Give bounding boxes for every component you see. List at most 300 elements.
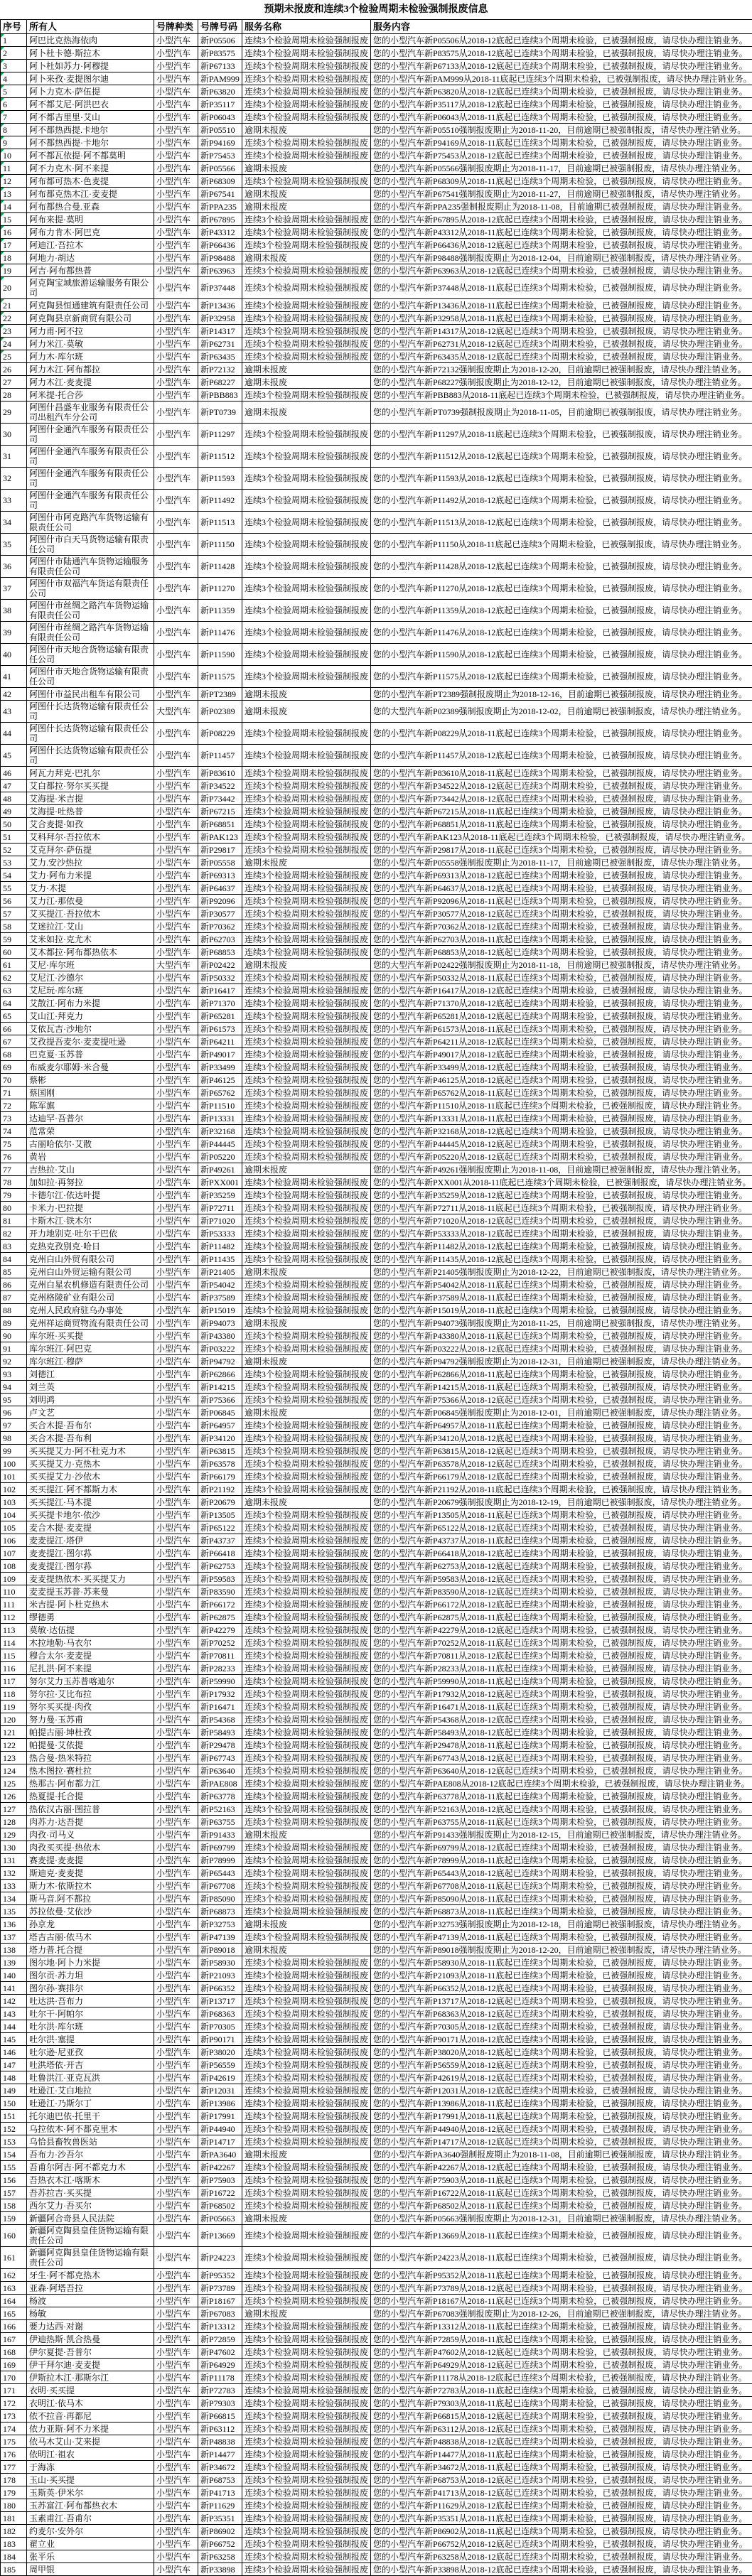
cell-plate-type: 小型汽车 <box>154 907 198 920</box>
cell-plate-number: 新P68753 <box>198 2474 242 2486</box>
table-row <box>1 1905 752 1918</box>
cell-service-content: 您的小型汽车新P66418从2018-12底起已连续3个周期未检验，已被强制报废，请尽快办理注销业务。 <box>371 1547 752 1560</box>
cell-service-content: 您的小型汽车新P14317从2018-12底起已连续3个周期未检验，已被强制报废，请尽快办理注销业务。 <box>371 325 752 338</box>
table-row <box>1 1534 752 1547</box>
cell-plate-number: 新P33499 <box>198 1061 242 1074</box>
table-row <box>1 1688 752 1701</box>
cell-service-content: 您的小型汽车新P73442从2018-12底起已连续3个周期未检验，已被强制报废，请尽快办理注销业务。 <box>371 792 752 805</box>
cell-service-content: 您的小型汽车新P05663强制报废期止为2018-12-31，目前逾期已被强制报废，请尽快办理注销业务。 <box>371 2212 752 2225</box>
cell-service-name: 连续3个检验周期未检验强制报废 <box>242 2187 371 2199</box>
table-row <box>1 1637 752 1649</box>
cell-plate-type: 小型汽车 <box>154 468 198 490</box>
cell-service-content: 您的小型汽车新P62703从2018-11底起已连续3个周期未检验，已被强制报废，请尽快办理注销业务。 <box>371 933 752 946</box>
cell-service-content: 您的小型汽车新P44940从2018-12底起已连续3个周期未检验，已被强制报废，请尽快办理注销业务。 <box>371 2123 752 2135</box>
cell-plate-number: 新P14477 <box>198 2448 242 2461</box>
cell-owner: 艾科拜尔·吾拉依木 <box>27 831 154 844</box>
cell-owner: 艾力·木提 <box>27 882 154 895</box>
table-row <box>1 312 752 325</box>
cell-plate-number: 新P72859 <box>198 2333 242 2346</box>
cell-service-content: 您的小型汽车新P67895从2018-12底起已连续3个周期未检验，已被强制报废，请尽快办理注销业务。 <box>371 213 752 226</box>
cell-plate-type: 小型汽车 <box>154 818 198 831</box>
cell-service-name: 连续3个检验周期未检验强制报废 <box>242 389 371 402</box>
table-row <box>1 2174 752 2187</box>
cell-service-name: 连续3个检验周期未检验强制报废 <box>242 277 371 299</box>
cell-plate-number: 新P63640 <box>198 1764 242 1777</box>
cell-plate-number: 新P56559 <box>198 2059 242 2071</box>
cell-service-content: 您的小型汽车新P11590从2018-12底起已连续3个周期未检验，已被强制报废，请尽快办理注销业务。 <box>371 644 752 666</box>
cell-owner: 艾尼·库尔班 <box>27 959 154 971</box>
cell-index: 105 <box>1 1521 27 1534</box>
cell-service-content: 您的小型汽车新P64211从2018-12底起已连续3个周期未检验，已被强制报废，请尽快办理注销业务。 <box>371 1035 752 1048</box>
cell-owner: 阿米提·托合莎 <box>27 389 154 402</box>
cell-plate-number: 新PT2389 <box>198 688 242 701</box>
cell-service-name: 连续3个检验周期未检验强制报废 <box>242 136 371 149</box>
cell-service-name: 连续3个检验周期未检验强制报废 <box>242 2550 371 2563</box>
cell-index: 81 <box>1 1214 27 1227</box>
cell-plate-type: 小型汽车 <box>154 869 198 882</box>
cell-service-name: 连续3个检验周期未检验强制报废 <box>242 2320 371 2333</box>
cell-owner: 依不拉音·再都尼 <box>27 2410 154 2423</box>
cell-index: 147 <box>1 2059 27 2071</box>
cell-plate-number: 新P48838 <box>198 2435 242 2448</box>
cell-service-content: 您的小型汽车新P62731从2018-12底起已连续3个周期未检验，已被强制报废，请尽快办理注销业务。 <box>371 338 752 350</box>
cell-service-name: 连续3个检验周期未检验强制报废 <box>242 971 371 984</box>
cell-index: 70 <box>1 1074 27 1087</box>
cell-service-name: 连续3个检验周期未检验强制报废 <box>242 2410 371 2423</box>
cell-service-name: 连续3个检验周期未检验强制报废 <box>242 299 371 312</box>
cell-service-name: 逾期未报废 <box>242 1944 371 1956</box>
cell-service-name: 连续3个检验周期未检验强制报废 <box>242 2247 371 2269</box>
cell-index: 58 <box>1 920 27 933</box>
cell-index: 179 <box>1 2486 27 2499</box>
cell-service-name: 连续3个检验周期未检验强制报废 <box>242 1394 371 1406</box>
cell-owner: 吉热拉·艾山 <box>27 1163 154 1176</box>
cell-service-name: 连续3个检验周期未检验强制报废 <box>242 111 371 124</box>
cell-plate-type: 小型汽车 <box>154 1317 198 1330</box>
table-row <box>1 175 752 188</box>
cell-plate-type: 小型汽车 <box>154 2384 198 2397</box>
cell-index: 49 <box>1 805 27 818</box>
cell-owner: 买买提艾力·克热木 <box>27 1457 154 1470</box>
header-row <box>1 20 752 34</box>
cell-plate-number: 新P37448 <box>198 277 242 299</box>
cell-owner: 孙京龙 <box>27 1918 154 1931</box>
cell-service-name: 连续3个检验周期未检验强制报废 <box>242 2135 371 2148</box>
cell-service-content: 您的小型汽车新P43380从2018-11底起已连续3个周期未检验，已被强制报废，请尽快办理注销业务。 <box>371 1330 752 1342</box>
cell-index: 166 <box>1 2320 27 2333</box>
cell-plate-type: 小型汽车 <box>154 1074 198 1087</box>
cell-owner: 阿图什市双福汽车货运有限责任公司 <box>27 578 154 600</box>
cell-service-content: 您的小型汽车新P20679强制报废期止为2018-12-19，目前逾期已被强制报废，请尽快办理注销业务。 <box>371 1496 752 1509</box>
cell-service-content: 您的小型汽车新P59583从2018-12底起已连续3个周期未检验，已被强制报废，请尽快办理注销业务。 <box>371 1573 752 1585</box>
cell-service-content: 您的小型汽车新P62866从2018-11底起已连续3个周期未检验，已被强制报废，请尽快办理注销业务。 <box>371 1368 752 1381</box>
cell-service-name: 连续3个检验周期未检验强制报废 <box>242 1432 371 1445</box>
cell-service-content: 您的小型汽车新P13436从2018-11底起已连续3个周期未检验，已被强制报废，请尽快办理注销业务。 <box>371 299 752 312</box>
cell-service-content: 您的小型汽车新P16722从2018-11底起已连续3个周期未检验，已被强制报废，请尽快办理注销业务。 <box>371 2187 752 2199</box>
cell-plate-number: 新P52163 <box>198 1803 242 1816</box>
cell-plate-number: 新P65281 <box>198 1010 242 1023</box>
cell-owner: 买买提江·阿不都斯力木 <box>27 1483 154 1496</box>
table-row <box>1 1381 752 1394</box>
cell-plate-number: 新P11150 <box>198 534 242 556</box>
cell-service-content: 您的大型汽车新P02389强制报废期止为2018-12-02，目前逾期已被强制报废，请尽快办理注销业务。 <box>371 701 752 723</box>
cell-service-name: 逾期未报废 <box>242 1163 371 1176</box>
cell-owner: 艾白都拉·努尔买买提 <box>27 780 154 792</box>
cell-owner: 缪德勇 <box>27 1611 154 1624</box>
cell-service-content: 您的小型汽车新P11513从2018-12底起已连续3个周期未检验，已被强制报废，请尽快办理注销业务。 <box>371 512 752 534</box>
cell-service-name: 连续3个检验周期未检验强制报废 <box>242 60 371 72</box>
cell-index: 51 <box>1 831 27 844</box>
table-row <box>1 2071 752 2084</box>
cell-service-name: 逾期未报废 <box>242 402 371 424</box>
cell-service-content: 您的小型汽车新P65122从2018-12底起已连续3个周期未检验，已被强制报废，请尽快办理注销业务。 <box>371 1521 752 1534</box>
cell-owner: 阿地力·胡达 <box>27 252 154 264</box>
cell-plate-type: 小型汽车 <box>154 363 198 376</box>
cell-service-content: 您的小型汽车新P67083强制报废期止为2018-12-26，目前逾期已被强制报废，请尽快办理注销业务。 <box>371 2307 752 2320</box>
cell-plate-number: 新P83610 <box>198 767 242 780</box>
cell-index: 106 <box>1 1534 27 1547</box>
cell-index: 121 <box>1 1726 27 1739</box>
cell-index: 87 <box>1 1291 27 1304</box>
table-row <box>1 1560 752 1573</box>
cell-service-content: 您的小型汽车新P67743从2018-12底起已连续3个周期未检验，已被强制报废，请尽快办理注销业务。 <box>371 1752 752 1764</box>
cell-index: 75 <box>1 1138 27 1150</box>
cell-plate-number: 新P11629 <box>198 2499 242 2512</box>
cell-plate-number: 新P18167 <box>198 2295 242 2307</box>
cell-index: 24 <box>1 338 27 350</box>
cell-plate-type: 小型汽车 <box>154 2282 198 2295</box>
cell-plate-number: 新P70252 <box>198 1637 242 1649</box>
cell-index: 67 <box>1 1035 27 1048</box>
green-corner-marker <box>1 226 4 230</box>
header-plate-type: 号牌种类 <box>154 20 198 34</box>
cell-service-content: 您的小型汽车新P35117从2018-12底起已连续3个周期未检验，已被强制报废，请尽快办理注销业务。 <box>371 98 752 111</box>
cell-owner: 阿图什市丝绸之路汽车货物运输有限责任公司 <box>27 622 154 644</box>
cell-index: 69 <box>1 1061 27 1074</box>
cell-index: 59 <box>1 933 27 946</box>
cell-service-name: 连续3个检验周期未检验强制报废 <box>242 1061 371 1074</box>
cell-index: 184 <box>1 2550 27 2563</box>
cell-service-content: 您的小型汽车新P63778从2018-11底起已连续3个周期未检验，已被强制报废，请尽快办理注销业务。 <box>371 1790 752 1803</box>
cell-plate-number: 新P42279 <box>198 1624 242 1637</box>
table-row <box>1 111 752 124</box>
cell-plate-type: 小型汽车 <box>154 997 198 1010</box>
cell-service-name: 连续3个检验周期未检验强制报废 <box>242 882 371 895</box>
cell-service-name: 连续3个检验周期未检验强制报废 <box>242 1457 371 1470</box>
cell-plate-number: 新P20679 <box>198 1496 242 1509</box>
cell-plate-number: 新P13717 <box>198 1995 242 2008</box>
cell-service-content: 您的小型汽车新P43737从2018-11底起已连续3个周期未检验，已被强制报废，请尽快办理注销业务。 <box>371 1534 752 1547</box>
cell-service-name: 连续3个检验周期未检验强制报废 <box>242 2423 371 2435</box>
cell-owner: 阿瓦力拜克·巴扎尔 <box>27 767 154 780</box>
cell-owner: 玉山·买买提 <box>27 2474 154 2486</box>
table-row <box>1 162 752 175</box>
cell-plate-type: 小型汽车 <box>154 2059 198 2071</box>
cell-index: 90 <box>1 1330 27 1342</box>
cell-owner: 艾克拜尔·萨伍提 <box>27 844 154 856</box>
cell-owner: 艾米如拉·克尤木 <box>27 933 154 946</box>
cell-service-content: 您的小型汽车新P11476从2018-12底起已连续3个周期未检验，已被强制报废，请尽快办理注销业务。 <box>371 622 752 644</box>
cell-index: 168 <box>1 2346 27 2359</box>
cell-index: 4 <box>1 72 27 85</box>
cell-service-name: 连续3个检验周期未检验强制报废 <box>242 2020 371 2033</box>
cell-plate-number: 新P13312 <box>198 2320 242 2333</box>
table-row <box>1 1125 752 1138</box>
cell-plate-type: 小型汽车 <box>154 1624 198 1637</box>
table-row <box>1 1150 752 1163</box>
cell-plate-type: 小型汽车 <box>154 2346 198 2359</box>
cell-service-name: 连续3个检验周期未检验强制报废 <box>242 2499 371 2512</box>
cell-service-name: 逾期未报废 <box>242 200 371 213</box>
cell-index: 53 <box>1 856 27 869</box>
table-row <box>1 1227 752 1240</box>
cell-service-content: 您的小型汽车新P91433强制报废期止为2018-12-15，目前逾期已被强制报废，请尽快办理注销业务。 <box>371 1828 752 1841</box>
cell-plate-number: 新P72711 <box>198 1202 242 1214</box>
table-row <box>1 277 752 299</box>
table-row <box>1 2161 752 2174</box>
cell-index: 91 <box>1 1342 27 1355</box>
cell-owner: 乌拉依木·阿不都克里木 <box>27 2123 154 2135</box>
cell-owner: 热夏提·托合提 <box>27 1790 154 1803</box>
cell-service-content: 您的小型汽车新P21405强制报废期止为2018-12-22，目前逾期已被强制报废，请尽快办理注销业务。 <box>371 1266 752 1278</box>
table-row <box>1 907 752 920</box>
cell-plate-type: 小型汽车 <box>154 1138 198 1150</box>
table-row <box>1 578 752 600</box>
cell-service-content: 您的小型汽车新P11178从2018-12底起已连续3个周期未检验，已被强制报废，请尽快办理注销业务。 <box>371 2371 752 2384</box>
cell-owner: 吐达洪·吾布力 <box>27 1995 154 2008</box>
cell-plate-number: 新P59990 <box>198 1675 242 1688</box>
cell-plate-type: 小型汽车 <box>154 844 198 856</box>
cell-owner: 阿巴比克热海依肉 <box>27 34 154 47</box>
cell-plate-number: 新P28233 <box>198 1662 242 1675</box>
cell-plate-type: 小型汽车 <box>154 1892 198 1905</box>
cell-plate-number: 新P21192 <box>198 1483 242 1496</box>
cell-owner: 依明江·祖农 <box>27 2448 154 2461</box>
cell-plate-type: 小型汽车 <box>154 2199 198 2212</box>
cell-owner: 依力亚斯·阿不力米提 <box>27 2423 154 2435</box>
cell-service-content: 您的小型汽车新P11510从2018-11底起已连续3个周期未检验，已被强制报废，请尽快办理注销业务。 <box>371 1099 752 1112</box>
cell-index: 74 <box>1 1125 27 1138</box>
cell-index: 172 <box>1 2397 27 2410</box>
cell-service-name: 连续3个检验周期未检验强制报废 <box>242 997 371 1010</box>
table-row <box>1 1752 752 1764</box>
cell-plate-type: 小型汽车 <box>154 2247 198 2269</box>
cell-plate-type: 小型汽车 <box>154 1573 198 1585</box>
cell-plate-number: 新P02389 <box>198 701 242 723</box>
cell-index: 181 <box>1 2512 27 2525</box>
cell-plate-type: 小型汽车 <box>154 1368 198 1381</box>
cell-owner: 艾海提·吐热普 <box>27 805 154 818</box>
cell-plate-type: 小型汽车 <box>154 688 198 701</box>
cell-plate-type: 小型汽车 <box>154 149 198 162</box>
table-row <box>1 600 752 622</box>
cell-index: 161 <box>1 2247 27 2269</box>
cell-index: 148 <box>1 2071 27 2084</box>
cell-service-content: 您的小型汽车新P68309从2018-11底起已连续3个周期未检验，已被强制报废，请尽快办理注销业务。 <box>371 175 752 188</box>
table-row <box>1 512 752 534</box>
cell-service-name: 连续3个检验周期未检验强制报废 <box>242 2123 371 2135</box>
cell-owner: 艾海提·米吉提 <box>27 792 154 805</box>
cell-index: 113 <box>1 1624 27 1637</box>
cell-owner: 阿图什市天地合货物运输有限责任公司 <box>27 666 154 688</box>
cell-service-content: 您的小型汽车新P33499从2018-12底起已连续3个周期未检验，已被强制报废，请尽快办理注销业务。 <box>371 1061 752 1074</box>
cell-service-name: 连续3个检验周期未检验强制报废 <box>242 1585 371 1598</box>
cell-owner: 帕提古丽·坤杜孜 <box>27 1726 154 1739</box>
cell-index: 163 <box>1 2282 27 2295</box>
cell-index: 120 <box>1 1713 27 1726</box>
cell-owner: 阿卜杜如苏力·阿穆提 <box>27 60 154 72</box>
cell-service-content: 您的小型汽车新P56559从2018-12底起已连续3个周期未检验，已被强制报废，请尽快办理注销业务。 <box>371 2059 752 2071</box>
cell-owner: 阿吉·阿布都热普 <box>27 264 154 277</box>
cell-service-content: 您的小型汽车新P05558强制报废期止为2018-11-17，目前逾期已被强制报废，请尽快办理注销业务。 <box>371 856 752 869</box>
table-row <box>1 299 752 312</box>
cell-service-name: 连续3个检验周期未检验强制报废 <box>242 213 371 226</box>
cell-plate-number: 新P63258 <box>198 2550 242 2563</box>
cell-index: 185 <box>1 2563 27 2576</box>
cell-service-name: 连续3个检验周期未检验强制报废 <box>242 1624 371 1637</box>
cell-owner: 托尔迪巴依·托里干 <box>27 2110 154 2123</box>
cell-plate-type: 小型汽车 <box>154 1547 198 1560</box>
cell-plate-type: 小型汽车 <box>154 175 198 188</box>
cell-index: 12 <box>1 175 27 188</box>
cell-service-content: 您的小型汽车新P68227强制报废期止为2018-12-12，目前逾期已被强制报废，请尽快办理注销业务。 <box>371 376 752 389</box>
cell-service-content: 您的小型汽车新P03222从2018-12底起已连续3个周期未检验，已被强制报废，请尽快办理注销业务。 <box>371 1342 752 1355</box>
cell-owner: 阿力木江·阿布都拉 <box>27 363 154 376</box>
table-row <box>1 2199 752 2212</box>
table-row <box>1 1368 752 1381</box>
cell-service-content: 您的小型汽车新P68851从2018-11底起已连续3个周期未检验，已被强制报废，请尽快办理注销业务。 <box>371 818 752 831</box>
table-row <box>1 933 752 946</box>
cell-service-content: 您的小型汽车新P65281从2018-12底起已连续3个周期未检验，已被强制报废，请尽快办理注销业务。 <box>371 1010 752 1023</box>
cell-index: 153 <box>1 2135 27 2148</box>
cell-plate-number: 新P46125 <box>198 1074 242 1087</box>
cell-plate-type: 小型汽车 <box>154 512 198 534</box>
cell-plate-type: 小型汽车 <box>154 831 198 844</box>
cell-index: 137 <box>1 1931 27 1944</box>
cell-plate-number: 新P67743 <box>198 1752 242 1764</box>
cell-owner: 赛麦提·麦麦提 <box>27 1854 154 1867</box>
cell-plate-number: 新P05663 <box>198 2212 242 2225</box>
cell-plate-type: 小型汽车 <box>154 600 198 622</box>
cell-index: 173 <box>1 2410 27 2423</box>
cell-service-name: 连续3个检验周期未检验强制报废 <box>242 1227 371 1240</box>
cell-plate-number: 新P11359 <box>198 600 242 622</box>
cell-service-name: 连续3个检验周期未检验强制报废 <box>242 1803 371 1816</box>
cell-index: 28 <box>1 389 27 402</box>
green-corner-marker <box>1 325 4 328</box>
cell-owner: 帕提曼·艾依提 <box>27 1739 154 1752</box>
table-row <box>1 2371 752 2384</box>
cell-service-name: 连续3个检验周期未检验强制报废 <box>242 2071 371 2084</box>
cell-service-name: 连续3个检验周期未检验强制报废 <box>242 1764 371 1777</box>
cell-owner: 肉孜买买提·热依木 <box>27 1841 154 1854</box>
cell-service-content: 您的小型汽车新P29478从2018-11底起已连续3个周期未检验，已被强制报废，请尽快办理注销业务。 <box>371 1739 752 1752</box>
green-corner-marker <box>1 47 4 50</box>
cell-plate-type: 小型汽车 <box>154 882 198 895</box>
cell-service-name: 连续3个检验周期未检验强制报废 <box>242 1483 371 1496</box>
cell-service-content: 您的小型汽车新P32958从2018-11底起已连续3个周期未检验，已被强制报废，请尽快办理注销业务。 <box>371 312 752 325</box>
cell-index: 159 <box>1 2212 27 2225</box>
cell-index: 25 <box>1 350 27 363</box>
table-row <box>1 2097 752 2110</box>
cell-plate-number: 新P66352 <box>198 1982 242 1995</box>
cell-index: 124 <box>1 1764 27 1777</box>
table-row <box>1 2282 752 2295</box>
table-row <box>1 1867 752 1880</box>
cell-service-name: 连续3个检验周期未检验强制报废 <box>242 2346 371 2359</box>
table-row <box>1 1918 752 1931</box>
cell-plate-type: 小型汽车 <box>154 1918 198 1931</box>
cell-service-name: 连续3个检验周期未检验强制报废 <box>242 338 371 350</box>
cell-service-content: 您的小型汽车新P83590从2018-12底起已连续3个周期未检验，已被强制报废，请尽快办理注销业务。 <box>371 1585 752 1598</box>
cell-service-content: 您的小型汽车新PT2389强制报废期止为2018-12-16，目前逾期已被强制报废，请尽快办理注销业务。 <box>371 688 752 701</box>
cell-owner: 艾尼江·沙德尔 <box>27 971 154 984</box>
cell-plate-type: 小型汽车 <box>154 1112 198 1125</box>
cell-plate-number: 新P67895 <box>198 213 242 226</box>
table-row <box>1 490 752 512</box>
cell-index: 63 <box>1 984 27 997</box>
table-row <box>1 1253 752 1266</box>
cell-plate-type: 小型汽车 <box>154 1048 198 1061</box>
cell-owner: 阿图什市天地合货物运输有限责任公司 <box>27 644 154 666</box>
table-row <box>1 2148 752 2161</box>
cell-plate-type: 小型汽车 <box>154 2423 198 2435</box>
cell-service-name: 逾期未报废 <box>242 162 371 175</box>
cell-service-name: 连续3个检验周期未检验强制报废 <box>242 264 371 277</box>
cell-index: 107 <box>1 1547 27 1560</box>
cell-service-content: 您的小型汽车新P95352从2018-11底起已连续3个周期未检验，已被强制报废，请尽快办理注销业务。 <box>371 2269 752 2282</box>
cell-owner: 克州白山外贸有限公司 <box>27 1253 154 1266</box>
cell-index: 76 <box>1 1150 27 1163</box>
table-row <box>1 1035 752 1048</box>
cell-plate-type: 小型汽车 <box>154 1330 198 1342</box>
cell-service-name: 连续3个检验周期未检验强制报废 <box>242 1202 371 1214</box>
cell-plate-type: 小型汽车 <box>154 490 198 512</box>
cell-service-name: 连续3个检验周期未检验强制报废 <box>242 1099 371 1112</box>
cell-plate-type: 小型汽车 <box>154 252 198 264</box>
table-row <box>1 2212 752 2225</box>
cell-plate-number: 新P11270 <box>198 578 242 600</box>
cell-owner: 伊干拜尔迪·麦麦提 <box>27 2359 154 2371</box>
cell-owner: 麦麦提江·图尔荪 <box>27 1547 154 1560</box>
cell-plate-type: 小型汽车 <box>154 2435 198 2448</box>
cell-owner: 衣明·买买提 <box>27 2384 154 2397</box>
cell-service-name: 连续3个检验周期未检验强制报废 <box>242 1995 371 2008</box>
cell-service-content: 您的小型汽车新P38020从2018-12底起已连续3个周期未检验，已被强制报废，请尽快办理注销业务。 <box>371 2046 752 2059</box>
cell-owner: 库尔班江·穆萨 <box>27 1355 154 1368</box>
table-row <box>1 136 752 149</box>
cell-plate-number: 新P62866 <box>198 1368 242 1381</box>
cell-plate-number: 新P59583 <box>198 1573 242 1585</box>
cell-owner: 新疆阿克陶县皇佳货物运输有限责任公司 <box>27 2247 154 2269</box>
table-row <box>1 882 752 895</box>
cell-service-name: 连续3个检验周期未检验强制报废 <box>242 1304 371 1317</box>
cell-service-name: 连续3个检验周期未检验强制报废 <box>242 2174 371 2187</box>
cell-service-name: 连续3个检验周期未检验强制报废 <box>242 2084 371 2097</box>
cell-service-name: 连续3个检验周期未检验强制报废 <box>242 1470 371 1483</box>
cell-index: 136 <box>1 1918 27 1931</box>
cell-plate-type: 小型汽车 <box>154 1854 198 1867</box>
cell-plate-number: 新P14717 <box>198 2135 242 2148</box>
cell-service-name: 连续3个检验周期未检验强制报废 <box>242 424 371 446</box>
cell-plate-number: 新P42619 <box>198 2071 242 2084</box>
cell-plate-number: 新P34120 <box>198 1432 242 1445</box>
cell-plate-number: 新P70305 <box>198 2020 242 2033</box>
cell-service-name: 连续3个检验周期未检验强制报废 <box>242 1688 371 1701</box>
cell-plate-number: 新P34522 <box>198 780 242 792</box>
cell-owner: 刘德江 <box>27 1368 154 1381</box>
cell-owner: 阿图什市阿克路汽车货物运输有限责任公司 <box>27 512 154 534</box>
